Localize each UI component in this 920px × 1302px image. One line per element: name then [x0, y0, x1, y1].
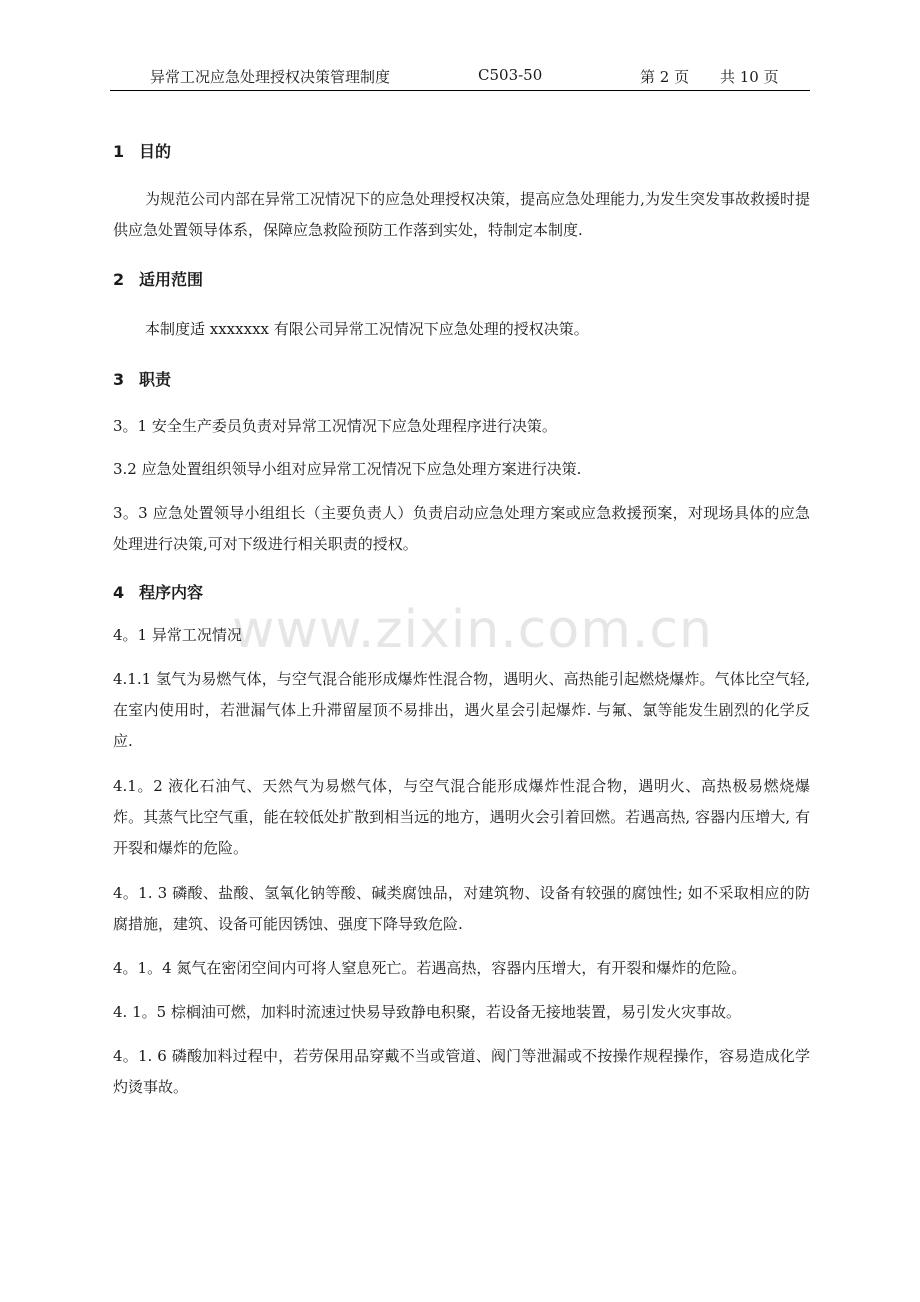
document-body	[113, 126, 810, 1103]
section-4-heading	[113, 579, 810, 607]
section-4-paragraph-2: 4.1.1 氢气为易燃气体，与空气混合能形成爆炸性混合物，遇明火、高热能引起燃烧爆炸。气体比空气轻, 在室内使用时，若泄漏气体上升滞留屋顶不易排出，遇火星会引起爆炸. 与氟、氯等能发生剧烈的化学反应.	[113, 670, 810, 750]
section-number: 3	[113, 370, 125, 389]
section-4-paragraph-6: 4. 1。5 棕榈油可燃，加料时流速过快易导致静电积聚，若设备无接地装置，易引发火灾事故。	[113, 1003, 741, 1021]
watermark: www.zixin.com.cn	[232, 600, 713, 660]
page-header	[110, 62, 810, 91]
section-3-heading	[113, 366, 810, 394]
section-2-paragraph: 本制度适 xxxxxxx 有限公司异常工况情况下应急处理的授权决策。	[145, 320, 589, 338]
section-3-paragraph-2: 3.2 应急处置组织领导小组对应异常工况情况下应急处理方案进行决策.	[113, 460, 582, 478]
section-number: 1	[113, 142, 125, 161]
section-4-paragraph-5: 4。1。4 氮气在密闭空间内可将人窒息死亡。若遇高热，容器内压增大，有开裂和爆炸的危险。	[113, 959, 747, 977]
section-number: 2	[113, 270, 125, 289]
section-title: 职责	[139, 370, 172, 389]
section-4-paragraph-4: 4。1. 3 磷酸、盐酸、氢氧化钠等酸、碱类腐蚀品，对建筑物、设备有较强的腐蚀性; 如不采取相应的防腐措施，建筑、设备可能因锈蚀、强度下降导致危险.	[113, 884, 810, 933]
section-1-paragraph: 为规范公司内部在异常工况情况下的应急处理授权决策，提高应急处理能力,为发生突发事故救援时提供应急处置领导体系，保障应急救险预防工作落到实处，特制定本制度.	[113, 190, 810, 239]
section-3-paragraph-1: 3。1 安全生产委员负责对异常工况情况下应急处理程序进行决策。	[113, 417, 557, 435]
section-title: 适用范围	[139, 270, 204, 289]
section-4-paragraph-7: 4。1. 6 磷酸加料过程中，若劳保用品穿戴不当或管道、阀门等泄漏或不按操作规程操作，容易造成化学灼烫事故。	[113, 1047, 810, 1096]
section-2-heading	[113, 266, 810, 294]
header-document-title: 异常工况应急处理授权决策管理制度	[150, 68, 391, 86]
section-number: 4	[113, 583, 125, 602]
section-title: 程序内容	[139, 583, 204, 602]
section-3-paragraph-3: 3。3 应急处置领导小组组长（主要负责人）负责启动应急处理方案或应急救援预案，对现场具体的应急处理进行决策,可对下级进行相关职责的授权。	[113, 504, 810, 553]
header-page-number: 第 2 页	[640, 68, 690, 86]
section-4-paragraph-1: 4。1 异常工况情况	[113, 626, 242, 644]
header-total-pages: 共 10 页	[720, 68, 779, 86]
section-title: 目的	[139, 142, 172, 161]
section-1-heading	[113, 138, 810, 166]
header-document-code: C503-50	[478, 66, 543, 84]
section-4-paragraph-3: 4.1。2 液化石油气、天然气为易燃气体，与空气混合能形成爆炸性混合物，遇明火、高热极易燃烧爆炸。其蒸气比空气重，能在较低处扩散到相当远的地方，遇明火会引着回燃。若遇高热, 容器内压增大, 有开裂和爆炸的危险。	[113, 777, 810, 857]
